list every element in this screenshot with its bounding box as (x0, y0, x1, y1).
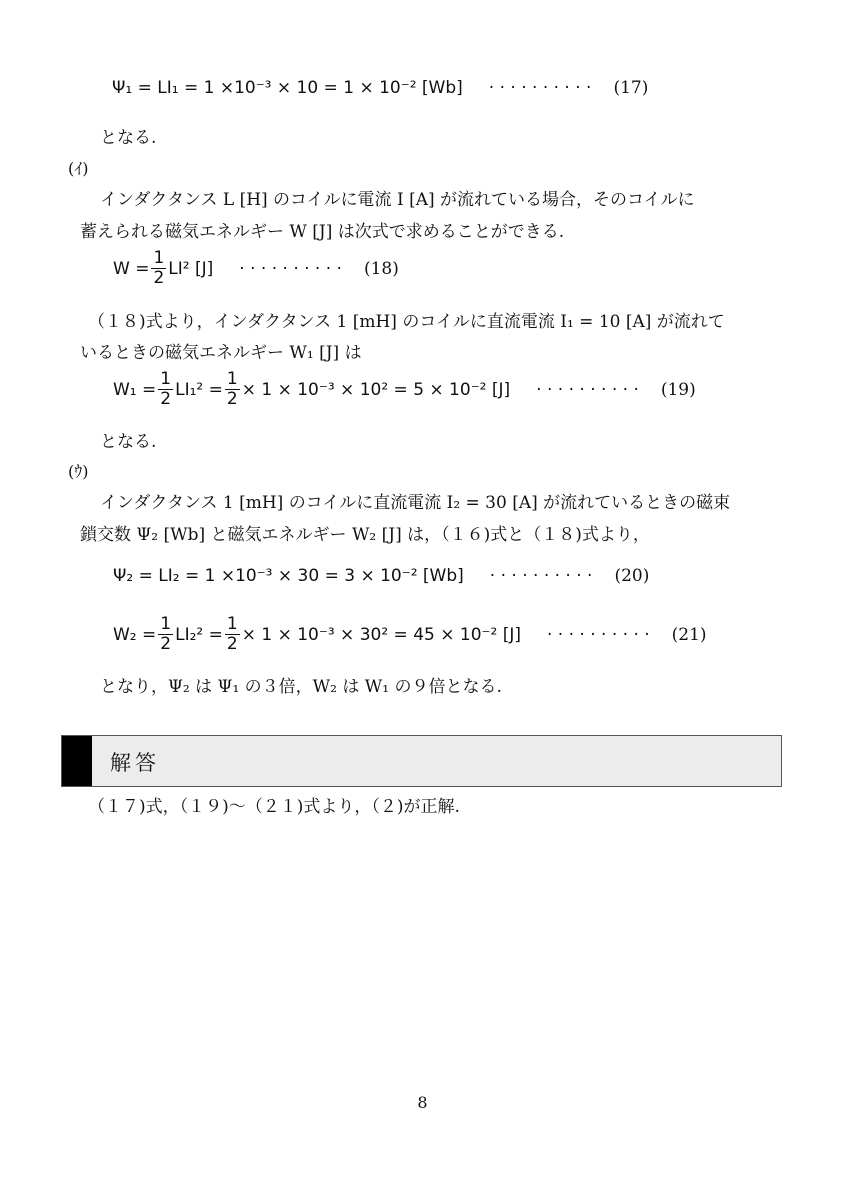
fraction-denominator: 2 (226, 634, 238, 654)
fraction-denominator: 2 (160, 634, 172, 654)
paragraph-i2-line2: 鎖交数 Ψ₂ [Wb] と磁気エネルギー W₂ [J] は，（１６)式と（１８)式より， (80, 525, 650, 545)
equation-19-mid: LI₁² = (175, 379, 223, 400)
equation-19-fraction-1 (158, 370, 173, 409)
equation-18-number: (18) (363, 258, 399, 279)
fraction-numerator: 1 (160, 369, 172, 389)
equation-21-leader: · · · · · · · · · · (546, 624, 650, 645)
fraction-numerator: 1 (226, 369, 238, 389)
equation-18-leader: · · · · · · · · · · (239, 258, 342, 279)
equation-20-body: Ψ₂ = LI₂ = 1 ×10⁻³ × 30 = 3 × 10⁻² [Wb] (113, 566, 464, 586)
paragraph-w1-line1: （１８)式より，インダクタンス 1 [mH] のコイルに直流電流 I₁ = 10 [A] が流れて (88, 312, 725, 332)
paragraph-w1-line2: いるときの磁気エネルギー W₁ [J] は (80, 343, 362, 363)
paragraph-result-2: となる. (100, 432, 157, 452)
equation-18 (113, 249, 399, 288)
equation-18-rhs: LI² [J] (168, 258, 214, 279)
equation-21-fraction-1 (158, 615, 173, 654)
fraction-denominator: 2 (226, 389, 238, 409)
equation-19-fraction-2 (225, 370, 240, 409)
equation-19-number: (19) (660, 379, 696, 400)
fraction-numerator: 1 (226, 614, 238, 634)
fraction-numerator: 1 (153, 248, 165, 268)
equation-19-leader: · · · · · · · · · · (536, 379, 639, 400)
paragraph-ratio-conclusion: となり，Ψ₂ は Ψ₁ の３倍，W₂ は W₁ の９倍となる. (100, 677, 502, 697)
section-label-i: (ｲ) (68, 159, 89, 178)
equation-21-number: (21) (671, 624, 707, 645)
section-label-u: (ｳ) (68, 462, 89, 481)
equation-18-fraction (151, 249, 166, 288)
answer-heading: 解答 (110, 751, 160, 775)
paragraph-energy-intro-line2: 蓄えられる磁気エネルギー W [J] は次式で求めることができる. (80, 222, 565, 242)
page-number: 8 (417, 1093, 428, 1112)
equation-20 (113, 566, 649, 586)
equation-21-fraction-2 (225, 615, 240, 654)
equation-19-lhs: W₁ = (113, 379, 157, 400)
equation-17 (112, 78, 648, 98)
paragraph-result-1: となる. (100, 128, 157, 148)
fraction-denominator: 2 (153, 268, 165, 288)
answer-text: （１７)式，（１９)～（２１)式より，（２)が正解. (88, 797, 460, 817)
equation-19 (113, 370, 696, 409)
equation-18-lhs: W = (113, 258, 150, 279)
equation-21 (113, 615, 707, 654)
equation-20-number: (20) (614, 566, 650, 586)
fraction-denominator: 2 (160, 389, 172, 409)
equation-20-leader: · · · · · · · · · · (489, 566, 593, 586)
paragraph-energy-intro-line1: インダクタンス L [H] のコイルに電流 I [A] が流れている場合，そのコイルに (100, 190, 695, 210)
equation-21-lhs: W₂ = (113, 624, 157, 645)
equation-17-leader: · · · · · · · · · · (488, 78, 592, 98)
paragraph-i2-line1: インダクタンス 1 [mH] のコイルに直流電流 I₂ = 30 [A] が流れているときの磁束 (100, 493, 731, 513)
equation-17-number: (17) (613, 78, 649, 98)
equation-21-mid: LI₂² = (175, 624, 223, 645)
heading-accent-block (62, 736, 92, 786)
answer-heading-bar (61, 735, 782, 787)
equation-19-rhs: × 1 × 10⁻³ × 10² = 5 × 10⁻² [J] (241, 379, 511, 400)
equation-17-body: Ψ₁ = LI₁ = 1 ×10⁻³ × 10 = 1 × 10⁻² [Wb] (112, 78, 463, 98)
equation-21-rhs: × 1 × 10⁻³ × 30² = 45 × 10⁻² [J] (241, 624, 521, 645)
fraction-numerator: 1 (160, 614, 172, 634)
